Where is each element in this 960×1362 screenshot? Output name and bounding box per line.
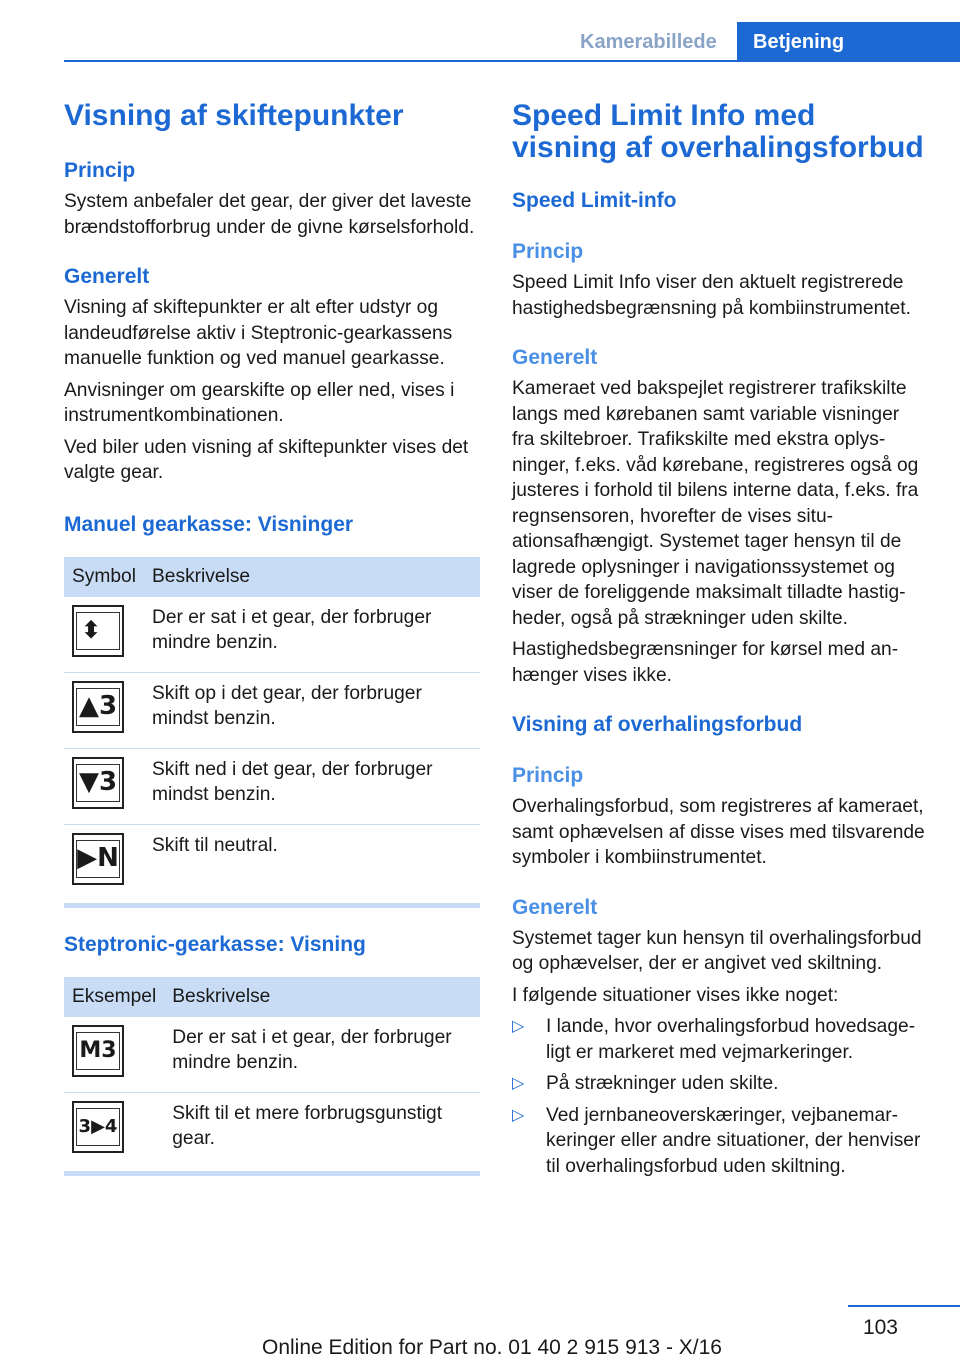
manual-table [64,557,480,900]
shift-neutral-icon: ▶N [72,833,124,885]
manual-row-desc: Skift op i det gear, der forbruger mindst benzin. [144,672,480,748]
shift-indicator-icon: ⬍ [72,605,124,657]
table-row [64,1092,480,1168]
header-chapter-tab: Betjening [737,22,960,62]
ov-heading: Visning af overhalingsforbud [512,713,803,736]
step-col-desc: Beskrivelse [164,977,480,1017]
footer-edition: Online Edition for Part no. 01 40 2 915 913 - X/16 [262,1336,722,1359]
header-section: Kamerabillede [580,31,717,53]
sli-generelt-heading: Generelt [512,346,598,369]
ov-generelt-p1: Systemet tager kun hensyn til overhalingsforbud og ophævelser, der er angivet ved skiltning. [512,927,922,974]
triangle-bullet-icon: ▷ [512,1106,525,1124]
sli-generelt-p2: Hastighedsbegrænsninger for kørsel med anhænger vises ikke. [512,639,899,686]
table-row [64,748,480,824]
sli-heading: Speed Limit-info [512,189,677,212]
step-row-desc: Der er sat i et gear, der forbruger mindre benzin. [164,1017,480,1093]
manual-table-end [64,903,480,908]
footer-rule [848,1305,960,1307]
manual-row-desc: Skift til neutral. [152,834,278,856]
manual-col-desc: Beskrivelse [144,557,480,597]
ov-bullet-list [512,1014,926,1179]
ov-generelt-p2: I følgende situationer vises ikke noget: [512,984,839,1006]
gear-m3-icon: M3 [72,1025,124,1077]
list-item: ▷ På strækninger uden skilte. [512,1071,926,1097]
step-table-end [64,1171,480,1176]
right-column [512,100,926,1179]
manual-heading: Manuel gearkasse: Visninger [64,512,354,536]
manual-col-symbol: Symbol [64,557,144,597]
left-title: Visning af skiftepunkter [64,99,404,132]
table-row [64,1017,480,1093]
table-row [64,672,480,748]
left-generelt-p1: Visning af skiftepunkter er alt efter udstyr og landeudførelse aktiv i Steptronic-gearkassens manuelle funktion og ved manuel gearkasse. [64,297,453,369]
step-col-example: Eksempel [64,977,164,1017]
step-table [64,977,480,1168]
manual-row-desc: Der er sat i et gear, der forbruger mindre benzin. [144,597,480,673]
left-generelt-p3: Ved biler uden visning af skiftepunkter vises det valgte gear. [64,436,469,483]
sli-princip-heading: Princip [512,240,584,263]
header-rule [64,60,960,62]
left-generelt-heading: Generelt [64,265,150,288]
shift-3-to-4-icon: 3▶4 [72,1101,124,1153]
manual-row-desc: Skift ned i det gear, der forbruger mindst benzin. [144,748,480,824]
left-generelt-p2: Anvisninger om gearskifte op eller ned, vises i instrumentkombinationen. [64,379,455,426]
ov-generelt-heading: Generelt [512,895,598,919]
triangle-bullet-icon: ▷ [512,1018,525,1035]
step-heading: Steptronic-gearkasse: Visning [64,932,366,956]
table-row [64,824,480,900]
ov-princip-text: Overhalingsforbud, som registreres af kameraet, samt ophævelsen af disse vises med tilsvarende symboler i kombiinstrumentet. [512,796,925,868]
right-title: Speed Limit Info med visning af overhalingsforbud [512,99,924,164]
shift-down-3-icon: ▼3 [72,757,124,809]
list-item: ▷ I lande, hvor overhalingsforbud hovedsageligt er markeret med vejmarkeringer. [512,1016,916,1063]
table-row [64,597,480,673]
shift-up-3-icon: ▲3 [72,681,124,733]
left-column [64,100,480,1176]
step-row-desc: Skift til et mere forbrugsgunstigt gear. [172,1102,443,1149]
sli-generelt-p1: Kameraet ved bakspejlet registrerer trafikskilte langs med kørebanen samt variable visninger fra skiltebroer. Trafikskilte med ekstra oplysninger, f.eks. våd kørebane, registreres også og justeres i forhold til bilens interne data, f.eks. fra regnsensoren, hvorefter de vises situationsafhængigt. Systemet tager hensyn til de lagrede oplysninger i navigationssystemet og viser de foreliggende maksimalt tilladte hastigheder, også på strækninger uden skilte. [512,378,919,629]
ov-princip-heading: Princip [512,764,584,787]
list-item: ▷ Ved jernbaneoverskæringer, vejbanemarkeringer eller andre situationer, der henviser til overhalingsforbud uden skiltning. [512,1104,921,1177]
sli-princip-text: Speed Limit Info viser den aktuelt registrerede hastighedsbegrænsning på kombiinstrumentet. [512,272,911,319]
left-princip-text: System anbefaler det gear, der giver det laveste brændstofforbrug under de givne kørselsforhold. [64,191,475,238]
left-princip-heading: Princip [64,159,136,182]
page-number: 103 [862,1316,898,1339]
triangle-bullet-icon: ▷ [512,1075,525,1092]
